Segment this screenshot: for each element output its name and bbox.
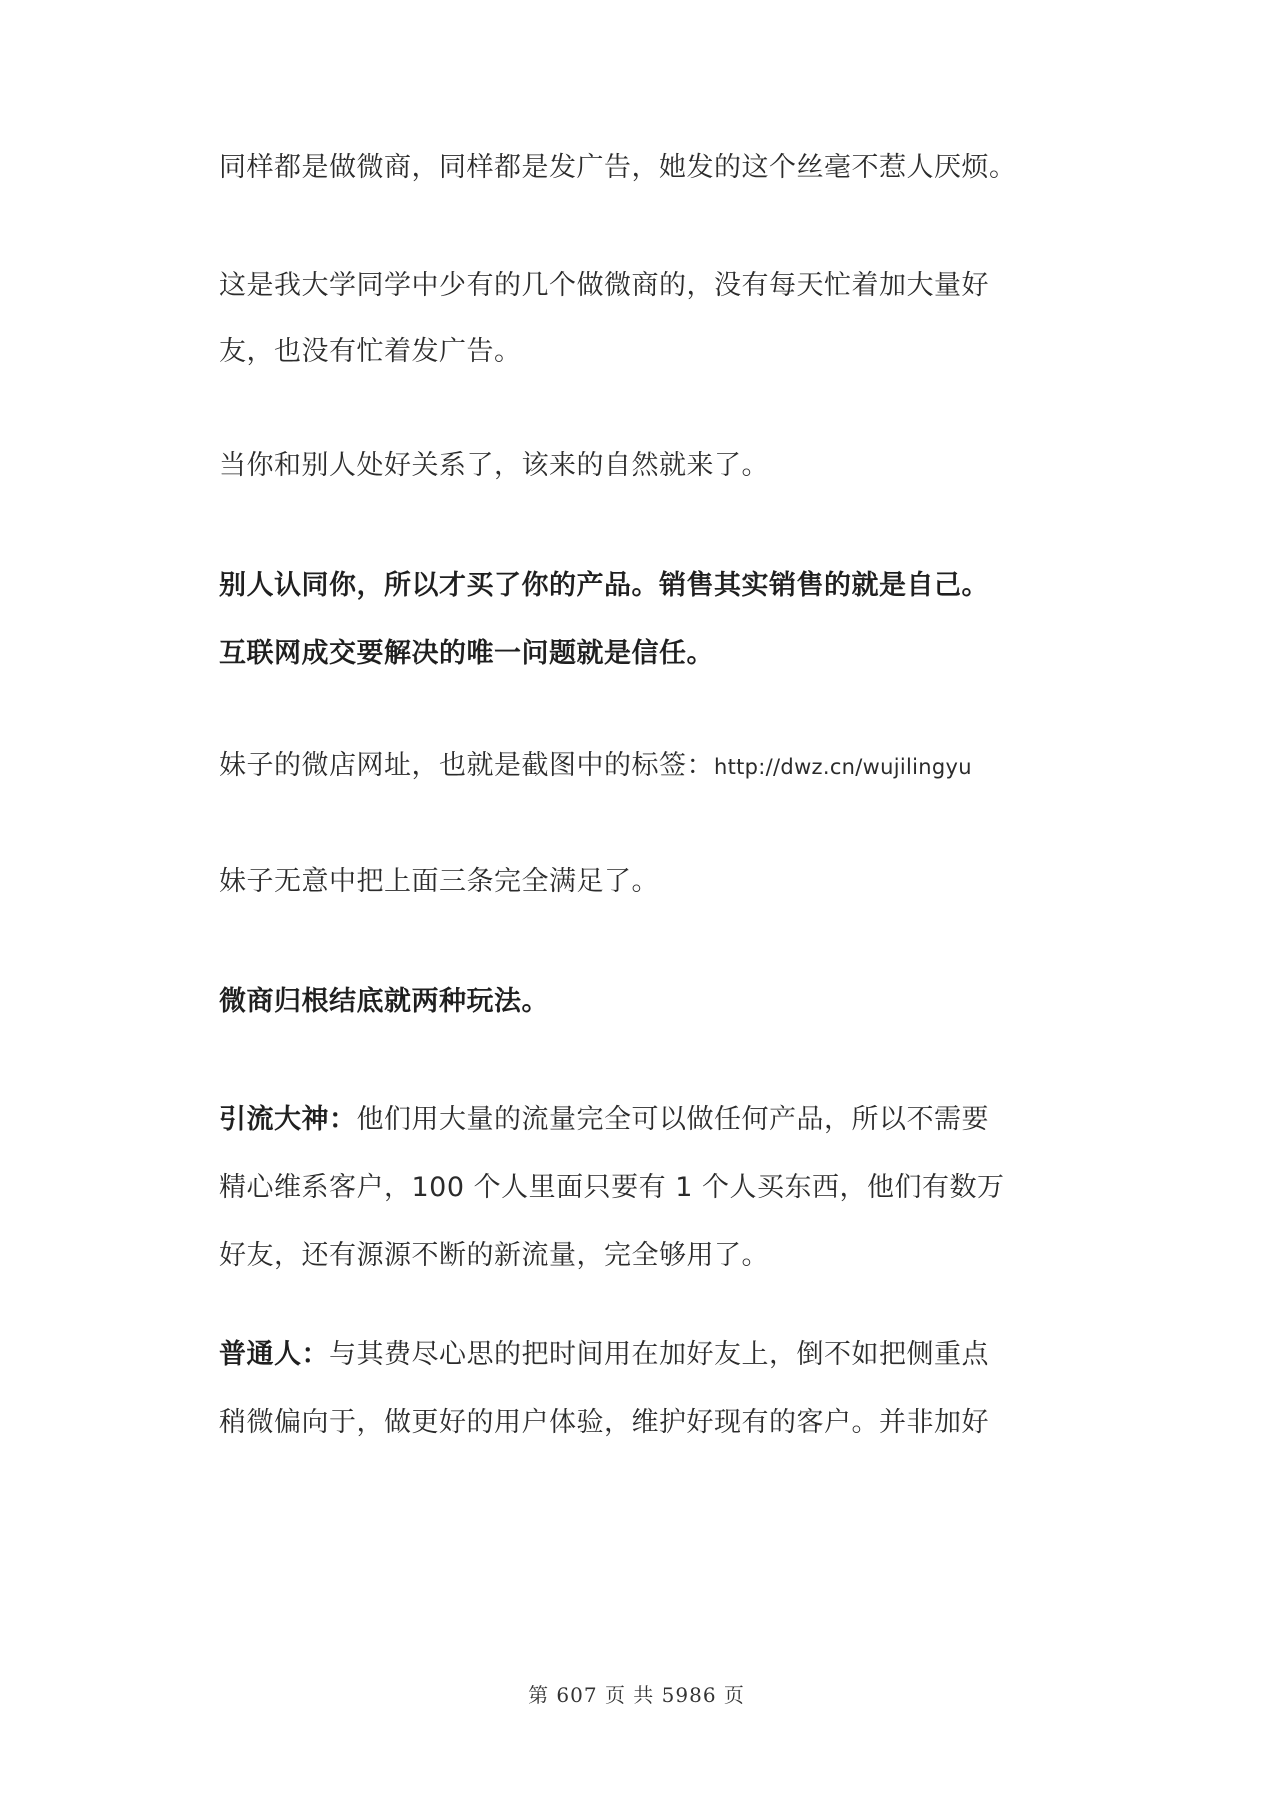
- text-line: 稍微偏向于，做更好的用户体验，维护好现有的客户。并非加好: [219, 1407, 989, 1438]
- page-number-footer: 第 607 页 共 5986 页: [528, 1683, 745, 1707]
- paragraph-2: [219, 252, 989, 386]
- text-line: 与其费尽心思的把时间用在加好友上，倒不如把侧重点: [329, 1339, 989, 1370]
- paragraph-3: [219, 432, 769, 500]
- text-line: 他们用大量的流量完全可以做任何产品，所以不需要: [356, 1104, 989, 1135]
- lead-term: 普通人：: [219, 1339, 329, 1370]
- text-line: 互联网成交要解决的唯一问题就是信任。: [219, 638, 714, 669]
- text-line: 精心维系客户，100 个人里面只要有 1 个人买东西，他们有数万: [219, 1172, 1005, 1203]
- text-line: 微商归根结底就两种玩法。: [219, 986, 549, 1017]
- paragraph-6: [219, 848, 659, 916]
- paragraph-7-bold: [219, 968, 549, 1036]
- paragraph-5: [219, 732, 972, 801]
- text-line: 友，也没有忙着发广告。: [219, 336, 522, 367]
- lead-term: 引流大神：: [219, 1104, 357, 1135]
- text-line: 妹子的微店网址，也就是截图中的标签：: [219, 750, 714, 781]
- text-line: 好友，还有源源不断的新流量，完全够用了。: [219, 1240, 769, 1271]
- text-line: 妹子无意中把上面三条完全满足了。: [219, 866, 659, 897]
- paragraph-8: [219, 1086, 1004, 1290]
- shop-url-link[interactable]: http://dwz.cn/wujilingyu: [714, 755, 972, 779]
- paragraph-4-bold: [219, 552, 989, 688]
- paragraph-9: [219, 1321, 989, 1457]
- paragraph-1: [219, 134, 1017, 202]
- text-line: 别人认同你，所以才买了你的产品。销售其实销售的就是自己。: [219, 570, 989, 601]
- text-line: 这是我大学同学中少有的几个做微商的，没有每天忙着加大量好: [219, 270, 989, 301]
- text-line: 同样都是做微商，同样都是发广告，她发的这个丝毫不惹人厌烦。: [219, 152, 1017, 183]
- text-line: 当你和别人处好关系了，该来的自然就来了。: [219, 450, 769, 481]
